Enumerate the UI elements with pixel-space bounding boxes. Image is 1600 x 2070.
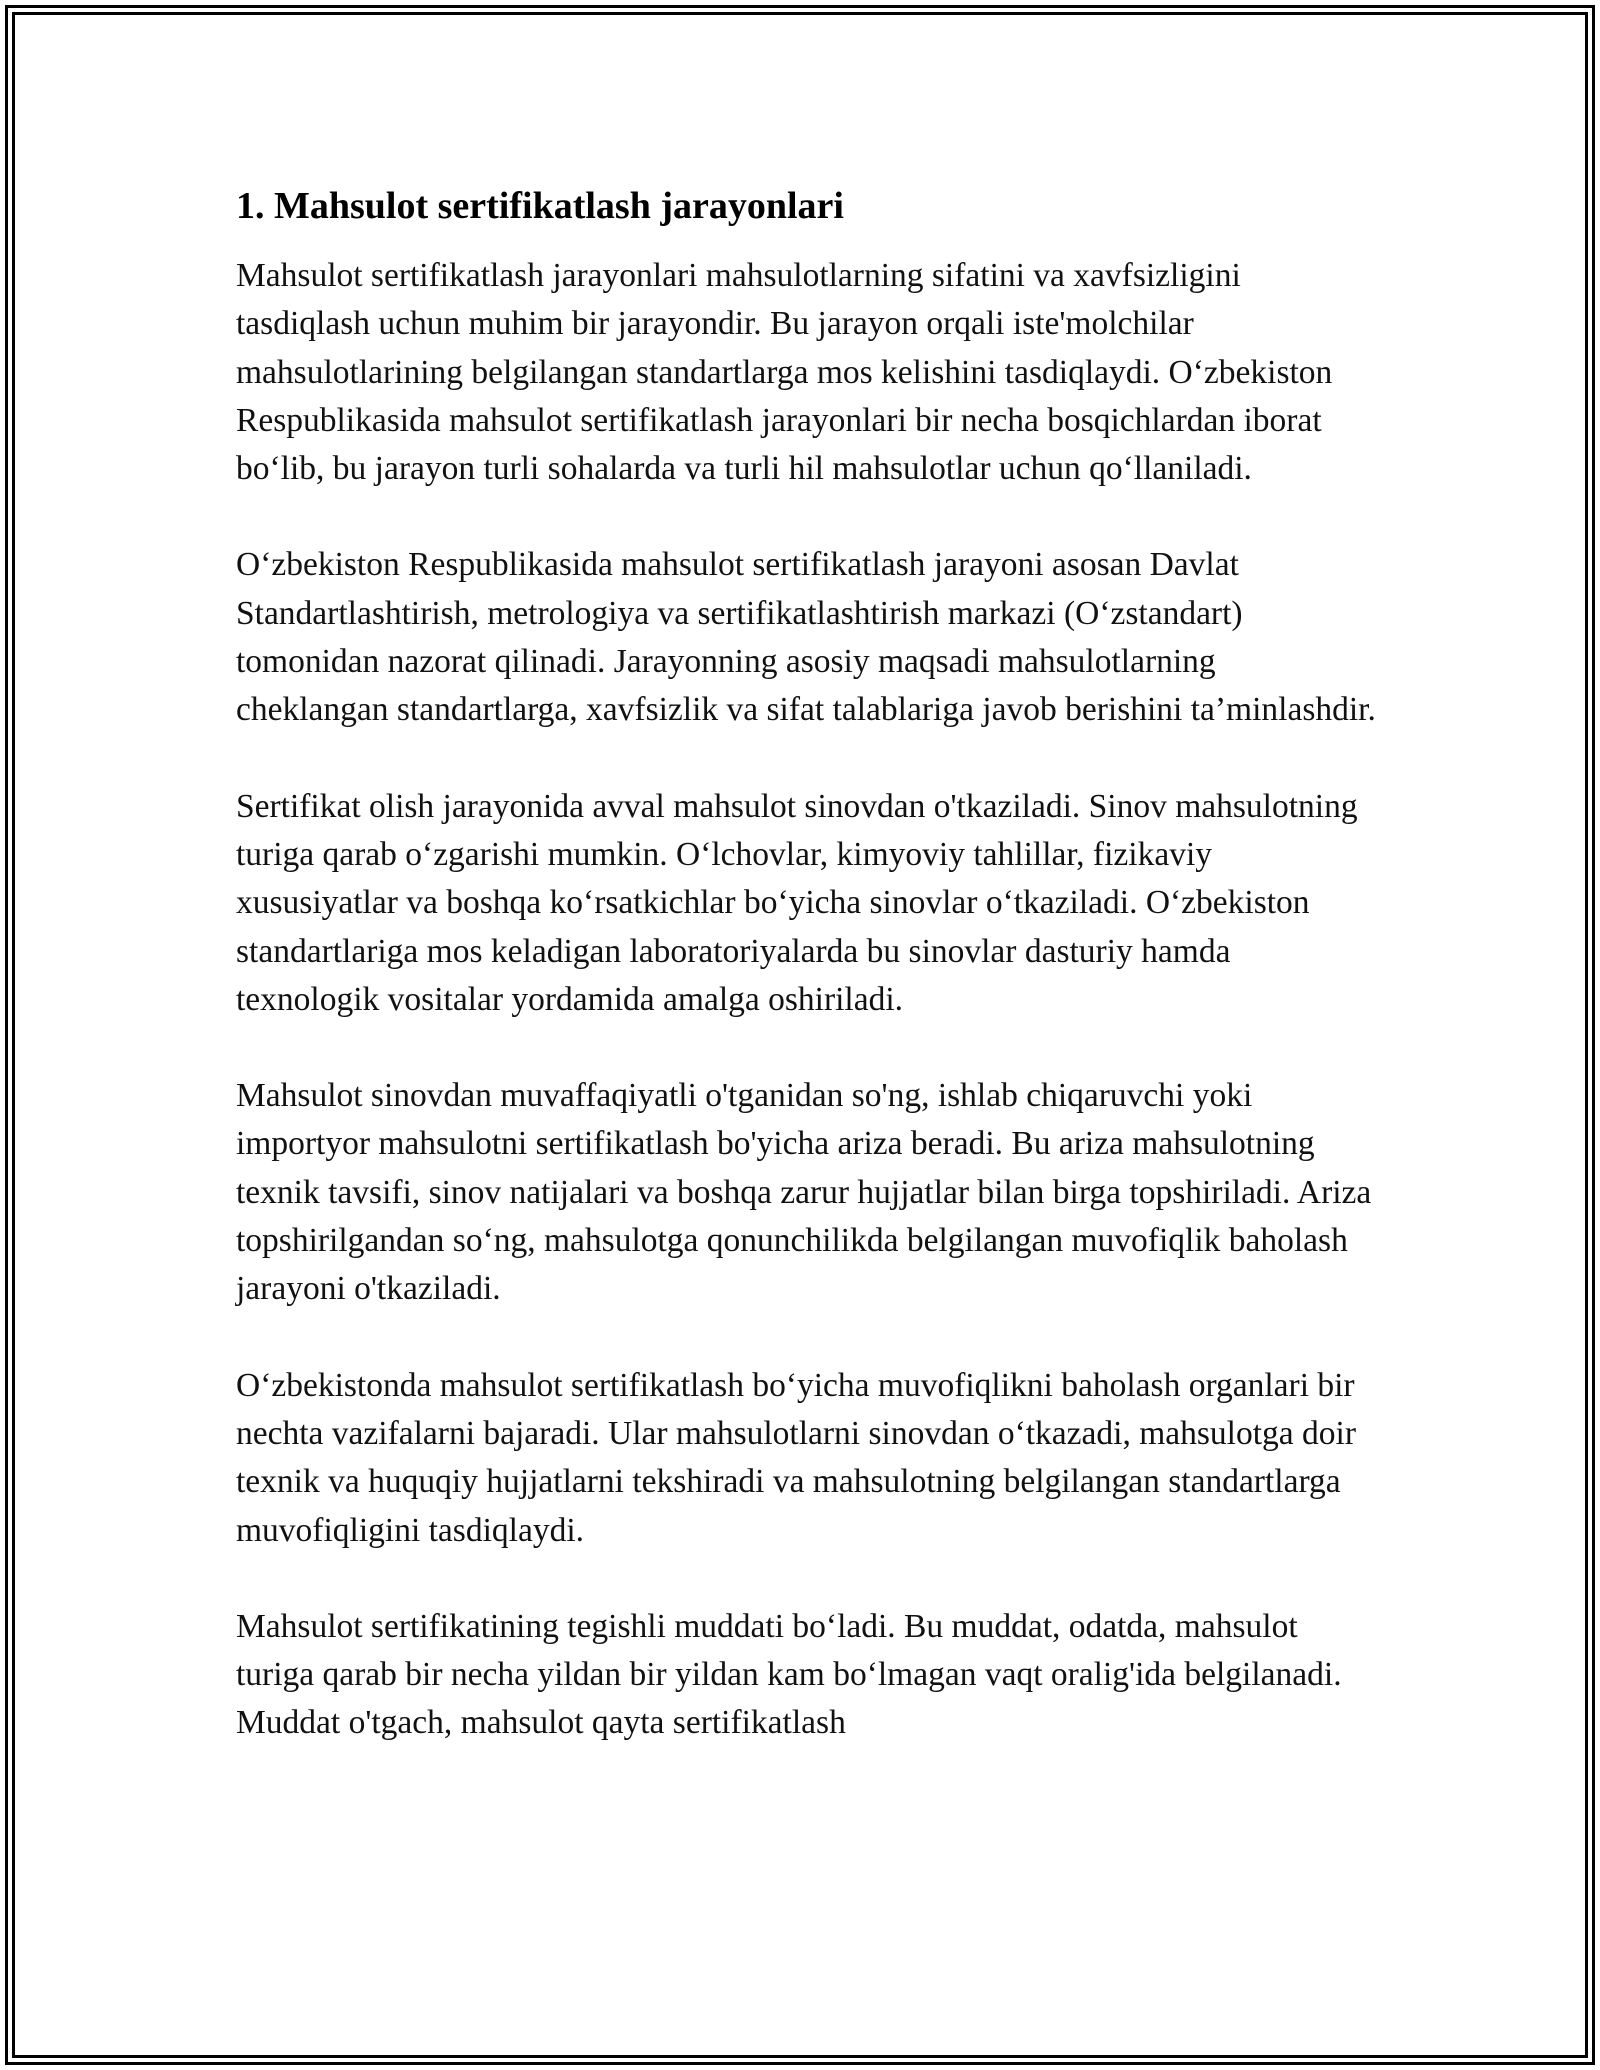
paragraph-5: O‘zbekistonda mahsulot sertifikatlash bo‘yicha muvofiqlikni baholash organlari bir nechta vazifalarni bajaradi. Ular mahsulotlarni sinovdan o‘tkazadi, mahsulotga doir texnik va huquqiy hujjatlarni tekshiradi va mahsulotning belgilangan standartlarga muvofiqligini tasdiqlaydi. [236,1366,1356,1549]
paragraph-3: Sertifikat olish jarayonida avval mahsulot sinovdan o'tkaziladi. Sinov mahsulotning turiga qarab o‘zgarishi mumkin. O‘lchovlar, kimyoviy tahlillar, fizikaviy xususiyatlar va boshqa ko‘rsatkichlar bo‘yicha sinovlar o‘tkaziladi. O‘zbekiston standartlariga mos keladigan laboratoriyalarda bu sinovlar dasturiy hamda texnologik vositalar yordamida amalga oshiriladi. [236,787,1358,1018]
paragraph-6: Mahsulot sertifikatining tegishli muddati bo‘ladi. Bu muddat, odatda, mahsulot turiga qarab bir necha yildan bir yildan kam bo‘lmagan vaqt oralig'ida belgilanadi. Muddat o'tgach, mahsulot qayta sertifikatlash [236,1607,1342,1742]
section-heading: 1. Mahsulot sertifikatlash jarayonlari [236,185,844,227]
paragraph-1: Mahsulot sertifikatlash jarayonlari mahsulotlarning sifatini va xavfsizligini tasdiqlash uchun muhim bir jarayondir. Bu jarayon orqali iste'molchilar mahsulotlarining belgilangan standartlarga mos kelishini tasdiqlaydi. O‘zbekiston Respublikasida mahsulot sertifikatlash jarayonlari bir necha bosqichlardan iborat bo‘lib, bu jarayon turli sohalarda va turli hil mahsulotlar uchun qo‘llaniladi. [236,257,1333,488]
paragraph-4: Mahsulot sinovdan muvaffaqiyatli o'tganidan so'ng, ishlab chiqaruvchi yoki importyor mahsulotni sertifikatlash bo'yicha ariza beradi. Bu ariza mahsulotning texnik tavsifi, sinov natijalari va boshqa zarur hujjatlar bilan birga topshiriladi. Ariza topshirilgandan so‘ng, mahsulotga qonunchilikda belgilangan muvofiqlik baholash jarayoni o'tkaziladi. [236,1077,1372,1308]
paragraph-2: O‘zbekiston Respublikasida mahsulot sertifikatlash jarayoni asosan Davlat Standartlashtirish, metrologiya va sertifikatlashtirish markazi (O‘zstandart) tomonidan nazorat qilinadi. Jarayonning asosiy maqsadi mahsulotlarning cheklangan standartlarga, xavfsizlik va sifat talablariga javob berishini ta’minlashdir. [236,546,1376,729]
document-body [236,182,1376,1796]
